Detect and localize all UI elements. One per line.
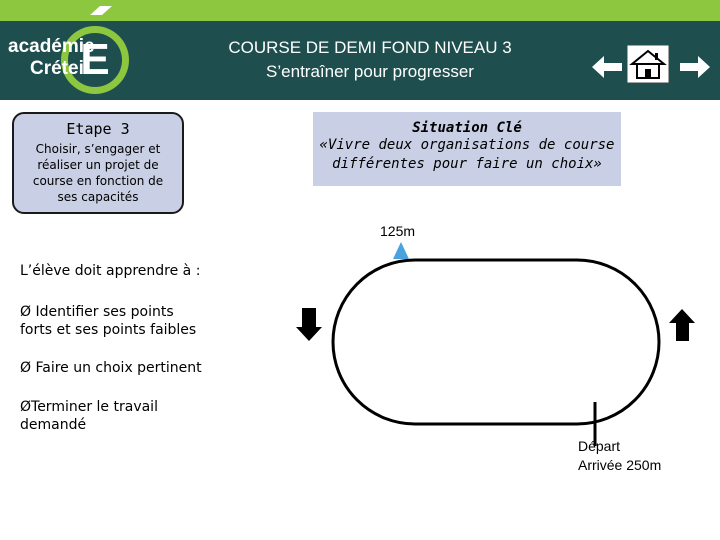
situation-line2: différentes pour faire un choix» [332,156,602,172]
arrow-down-icon [296,308,322,341]
learning-item-2: Ø Faire un choix pertinent [20,360,202,376]
page-title-line1: COURSE DE DEMI FOND NIVEAU 3 [228,38,512,57]
start-label: Départ [578,438,621,454]
marker-125m-icon [393,242,409,259]
marker-125m-label: 125m [380,223,416,239]
logo-text-academie: académie [8,36,95,57]
learning-heading: L’élève doit apprendre à : [20,263,201,279]
start-finish-label [578,437,661,475]
etape-title: Etape 3 [66,120,130,138]
situation-line1: «Vivre deux organisations de course [319,137,615,153]
arrow-up-icon [669,309,695,341]
logo-text-creteil: Créteil [30,58,90,79]
finish-label: Arrivée 250m [578,457,662,473]
logo-letter: E [80,35,110,84]
situation-title: Situation Clé [412,120,522,136]
learning-item-3-line1: ØTerminer le travail [20,399,158,415]
learning-item-1-line2: forts et ses points faibles [20,322,197,338]
learning-item-1 [20,303,196,339]
learning-item-1-line1: Ø Identifier ses points [20,304,174,320]
learning-item-3-line2: demandé [20,417,87,433]
learning-item-3 [20,398,158,434]
page-title-line2: S’entraîner pour progresser [266,62,474,81]
etape-description: Choisir, s’engager et réaliser un projet de course en fonction de ses capacités [32,142,164,204]
track-oval [333,260,659,424]
